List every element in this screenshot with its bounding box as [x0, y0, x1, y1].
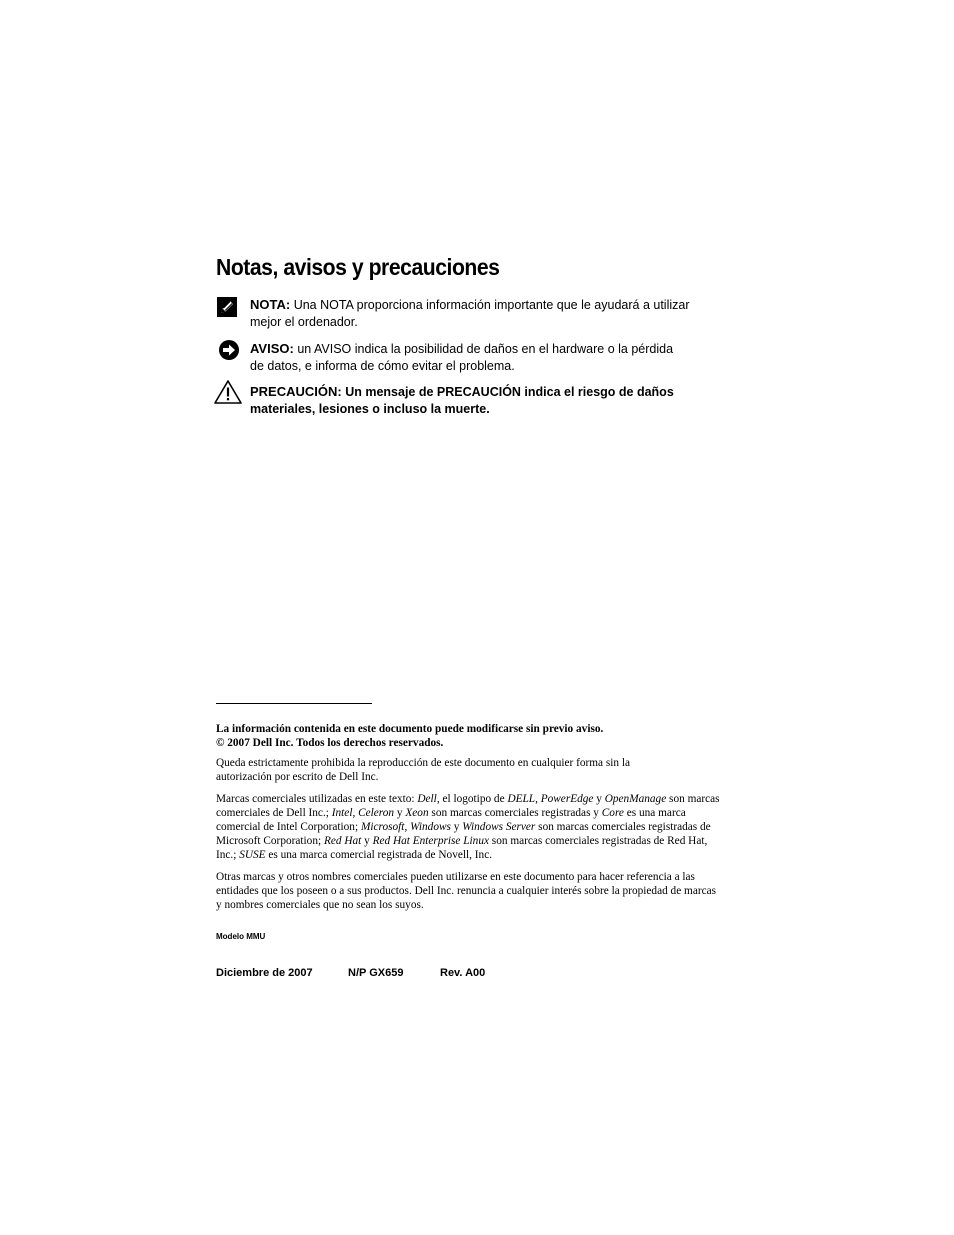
legal-info-line1: La información contenida en este documento puede modificarse sin previo aviso.: [216, 723, 604, 735]
note-block: [216, 296, 716, 331]
notice-arrow-icon: [218, 339, 240, 366]
pencil-note-icon: [216, 296, 238, 323]
note-label: NOTA:: [250, 297, 291, 312]
notice-block: [216, 340, 716, 375]
caution-label: PRECAUCIÓN:: [250, 384, 342, 399]
caution-block: [216, 383, 716, 418]
caution-text-line1: Un mensaje de PRECAUCIÓN indica el riesgo de daños: [345, 385, 674, 399]
notice-text-line2: de datos, e informa de cómo evitar el problema.: [250, 359, 515, 373]
footnote-divider: [216, 703, 372, 704]
reproduction-notice: Queda estrictamente prohibida la reproducción de este documento en cualquier forma sin la autorización por escrito de Dell Inc.: [216, 757, 631, 783]
note-text-line2: mejor el ordenador.: [250, 315, 358, 329]
note-text-line1: Una NOTA proporciona información importante que le ayudará a utilizar: [293, 298, 690, 312]
page-title: Notas, avisos y precauciones: [216, 254, 500, 280]
footer-date: Diciembre de 2007: [216, 967, 313, 979]
footer-revision: Rev. A00: [440, 967, 486, 979]
footer-part-number: N/P GX659: [348, 967, 404, 979]
caution-triangle-icon: [213, 379, 243, 410]
notice-text-line1: un AVISO indica la posibilidad de daños en el hardware o la pérdida: [297, 342, 674, 356]
legal-info: [216, 722, 716, 750]
model-number: Modelo MMU: [216, 932, 266, 941]
notice-label: AVISO:: [250, 341, 294, 356]
copyright-line: © 2007 Dell Inc. Todos los derechos reservados.: [216, 737, 444, 749]
trademarks-paragraph: Marcas comerciales utilizadas en este texto: Dell, el logotipo de DELL, PowerEdge y OpenManage son marcas comerciales de Dell Inc.; Intel, Celeron y Xeon son marcas comerciales registradas y Core es una marca comercial de Intel Corporation; Microsoft, Windows y Windows Server son marcas comerciales registradas de Microsoft Corporation; Red Hat y Red Hat Enterprise Linux son marcas comerciales registradas de Red Hat, Inc.; SUSE es una marca comercial registrada de Novell, Inc.: [216, 793, 720, 861]
other-marks-paragraph: Otras marcas y otros nombres comerciales pueden utilizarse en este documento para hacer referencia a las entidades que los poseen o a sus productos. Dell Inc. renuncia a cualquier interés sobre la propiedad de marcas y nombres comerciales que no sean los suyos.: [216, 871, 717, 911]
caution-text-line2: materiales, lesiones o incluso la muerte.: [250, 402, 490, 416]
